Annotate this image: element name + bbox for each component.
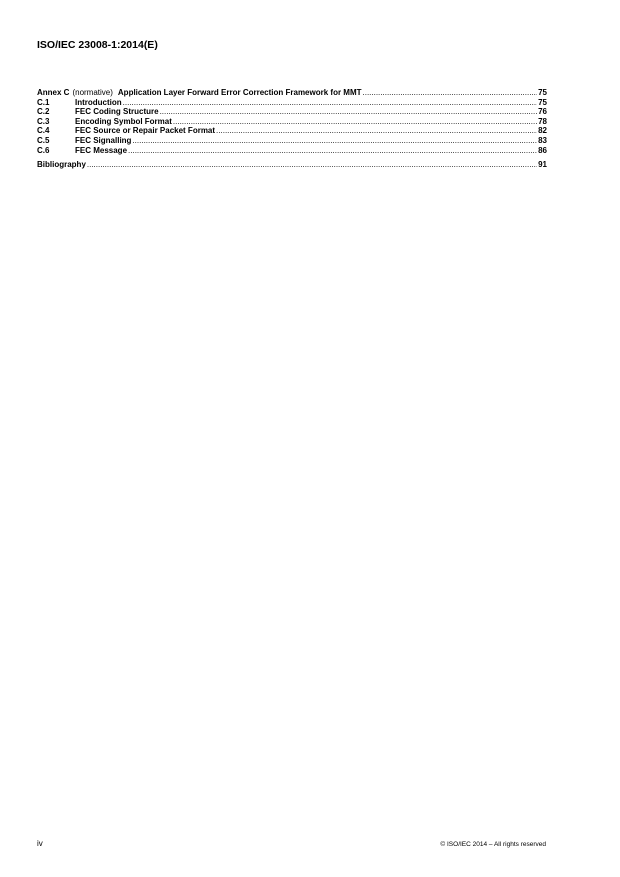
toc-entry-page: 76: [538, 107, 547, 117]
toc-entry-bibliography[interactable]: [37, 160, 547, 170]
copyright-notice: © ISO/IEC 2014 – All rights reserved: [440, 841, 546, 848]
annex-prefix: Annex C: [37, 88, 70, 97]
dot-leader: [123, 98, 537, 108]
toc-entry-title: FEC Source or Repair Packet Format: [75, 126, 216, 136]
table-of-contents: [37, 88, 547, 170]
toc-entry-number: C.3: [37, 116, 50, 126]
annex-normative-label: (normative): [72, 88, 113, 97]
dot-leader: [160, 107, 538, 117]
annex-title: Application Layer Forward Error Correction Framework for MMT: [117, 88, 362, 97]
toc-entry-number: C.2: [37, 107, 50, 117]
toc-entry-title: Introduction: [75, 97, 122, 107]
toc-entry-number: C.5: [37, 135, 50, 145]
toc-entry-page: 83: [538, 135, 547, 145]
bibliography-title: Bibliography: [37, 160, 86, 170]
toc-entry-title: FEC Signalling: [75, 135, 132, 145]
toc-entry-c2[interactable]: [37, 107, 547, 117]
toc-entry-number: C.6: [37, 145, 50, 155]
dot-leader: [363, 88, 538, 98]
toc-entry-c4[interactable]: [37, 126, 547, 136]
bibliography-page: 91: [538, 160, 547, 170]
toc-entry-number: C.1: [37, 97, 50, 107]
toc-entry-c5[interactable]: [37, 136, 547, 146]
document-header: ISO/IEC 23008-1:2014(E): [37, 39, 158, 51]
toc-entry-page: 86: [538, 145, 547, 155]
toc-entry-number: C.4: [37, 126, 50, 136]
dot-leader: [216, 126, 537, 136]
annex-page-number: 75: [538, 88, 547, 97]
toc-entry-c1[interactable]: [37, 98, 547, 108]
dot-leader: [128, 146, 537, 156]
toc-entry-title: FEC Message: [75, 145, 128, 155]
dot-leader: [87, 160, 537, 170]
toc-entry-title: Encoding Symbol Format: [75, 116, 172, 126]
toc-entry-title: FEC Coding Structure: [75, 107, 159, 117]
dot-leader: [173, 117, 537, 127]
toc-entry-page: 78: [538, 116, 547, 126]
toc-entry-page: 82: [538, 126, 547, 136]
toc-entry-c6[interactable]: [37, 146, 547, 156]
toc-entry-annex-c[interactable]: [37, 88, 547, 98]
page-number: iv: [37, 839, 43, 848]
toc-entry-c3[interactable]: [37, 117, 547, 127]
dot-leader: [132, 136, 537, 146]
toc-entry-page: 75: [538, 97, 547, 107]
